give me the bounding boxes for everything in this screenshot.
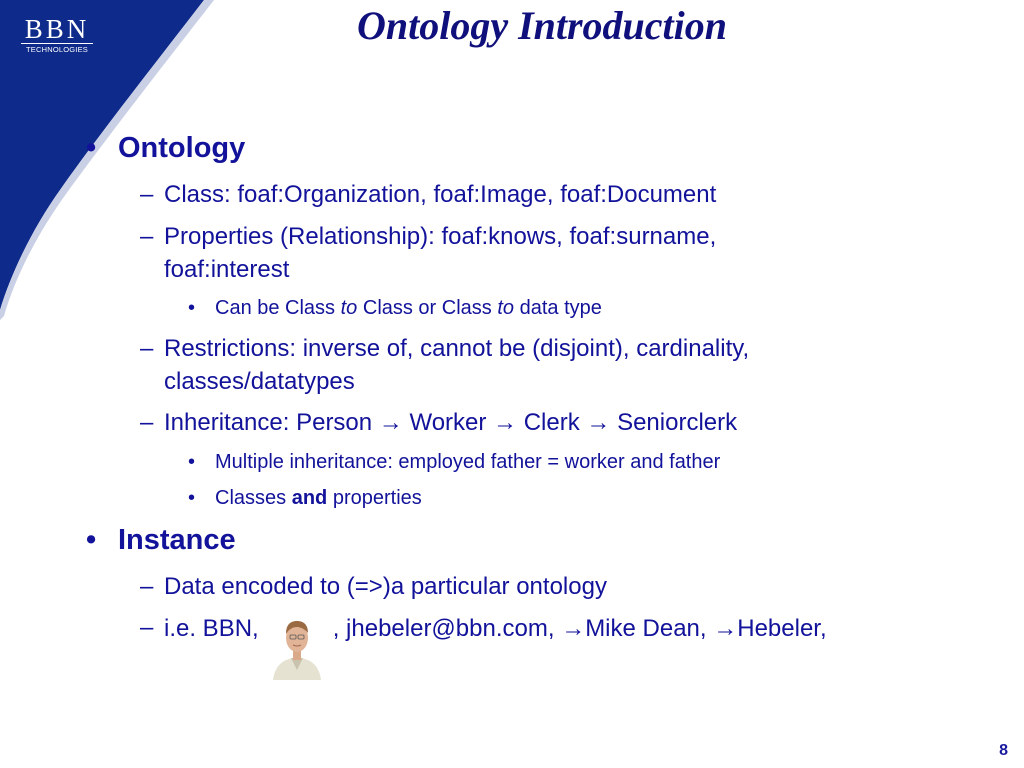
text-part: Worker (409, 409, 494, 436)
ontology-heading: Ontology (118, 132, 246, 164)
restrictions-line: Restrictions: inverse of, cannot be (disjoint), cardinality, (164, 335, 750, 362)
text-part: Hebeler, (737, 615, 827, 642)
multiple-inheritance-line: Multiple inheritance: employed father = worker and father (215, 451, 721, 473)
class-line: Class: foaf:Organization, foaf:Image, foaf:Document (164, 181, 717, 208)
dash-marker: – (140, 409, 154, 436)
text-part: Inheritance: Person (164, 409, 379, 436)
dash-marker: – (140, 335, 154, 362)
can-be-line (215, 297, 602, 320)
text-part: i.e. BBN, (164, 615, 259, 642)
text-part: , jhebeler@bbn.com, (332, 615, 562, 642)
properties-line: Properties (Relationship): foaf:knows, foaf:surname, (164, 223, 717, 250)
arrow-right-icon: → (493, 409, 518, 436)
dash-marker: – (140, 573, 154, 600)
text-part: Class or Class (357, 297, 498, 319)
dash-marker: – (140, 223, 154, 250)
bullet-marker: • (188, 451, 196, 473)
arrow-right-icon: → (561, 615, 586, 642)
arrow-right-icon: → (378, 409, 403, 436)
text-part: Mike Dean, (585, 615, 714, 642)
restrictions-line-continued: classes/datatypes (164, 368, 355, 395)
bullet-marker: • (86, 524, 97, 556)
arrow-right-icon: → (586, 409, 611, 436)
text-part: data type (514, 297, 602, 319)
text-part: Clerk (523, 409, 587, 436)
logo-main-text: BBN (24, 14, 90, 44)
arrow-right-icon: → (713, 615, 738, 642)
inheritance-line (164, 409, 737, 437)
emphasis-text: to (340, 297, 358, 319)
example-line (164, 614, 827, 680)
properties-line-continued: foaf:interest (164, 256, 290, 283)
page-number: 8 (999, 742, 1008, 759)
text-part: Can be Class (215, 297, 341, 319)
bold-text: and (291, 487, 328, 509)
classes-and-properties-line (215, 487, 422, 510)
bullet-marker: • (188, 487, 196, 509)
emphasis-text: to (497, 297, 515, 319)
logo-sub-text: TECHNOLOGIES (26, 45, 88, 54)
instance-heading: Instance (118, 524, 236, 556)
slide-title: Ontology Introduction (356, 3, 728, 48)
bullet-marker: • (188, 297, 196, 319)
dash-marker: – (140, 614, 154, 641)
text-part: properties (327, 487, 422, 509)
data-encoded-line: Data encoded to (=>)a particular ontology (164, 573, 607, 600)
person-photo (269, 614, 325, 680)
text-part: Seniorclerk (617, 409, 738, 436)
text-part: Classes (215, 487, 292, 509)
dash-marker: – (140, 181, 154, 208)
bullet-marker: • (86, 132, 97, 164)
